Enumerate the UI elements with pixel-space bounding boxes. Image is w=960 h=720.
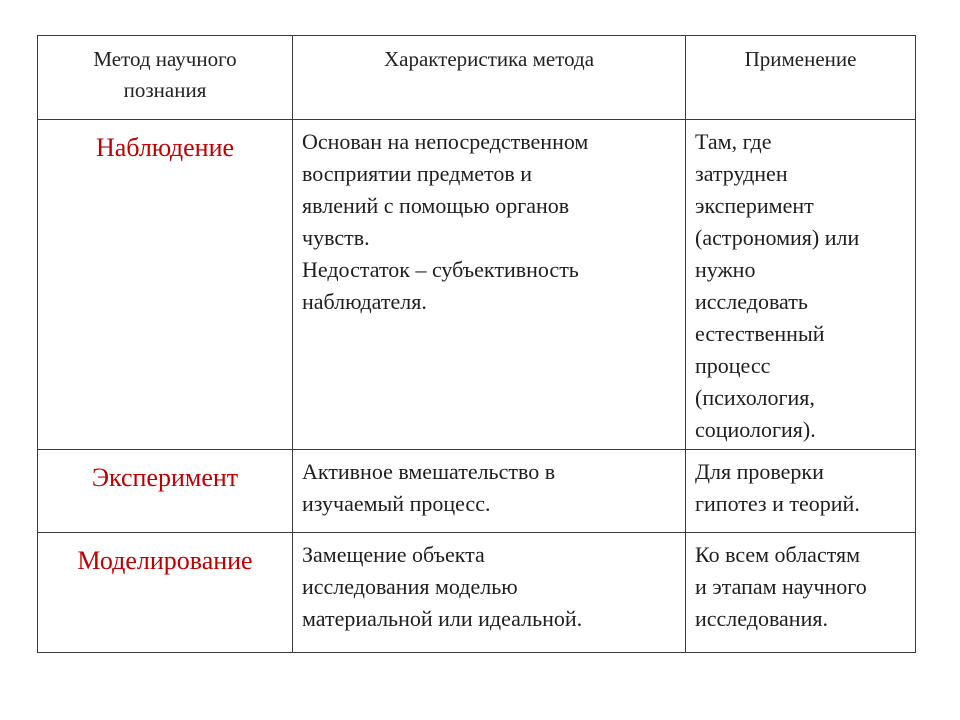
method-cell: [38, 450, 293, 533]
application-cell: [686, 450, 916, 533]
application-cell: [686, 533, 916, 653]
method-application: Там, где затруднен эксперимент (астрономия) или нужно исследовать естественный процесс (психология, социология).: [695, 129, 860, 442]
description-cell: [293, 450, 686, 533]
header-characteristic-label: Характеристика метода: [383, 47, 595, 71]
method-description: Основан на непосредственном восприятии предметов и явлений с помощью органов чувств. Недостаток – субъективность наблюдателя.: [302, 129, 589, 314]
table-header-row: [38, 36, 916, 120]
header-application-label: Применение: [744, 47, 857, 71]
method-description: Замещение объекта исследования моделью материальной или идеальной.: [302, 542, 583, 631]
table-row: [38, 450, 916, 533]
header-cell-characteristic: [293, 36, 686, 120]
method-application: Для проверки гипотез и теорий.: [695, 459, 860, 516]
method-description: Активное вмешательство в изучаемый процесс.: [302, 459, 556, 516]
application-cell: [686, 120, 916, 450]
method-name-observation: Наблюдение: [95, 133, 235, 162]
table-row: [38, 120, 916, 450]
description-cell: [293, 120, 686, 450]
description-cell: [293, 533, 686, 653]
header-method-label: Метод научного познания: [93, 47, 237, 102]
method-cell: [38, 120, 293, 450]
header-cell-method: [38, 36, 293, 120]
method-application: Ко всем областям и этапам научного исследования.: [695, 542, 867, 631]
method-cell: [38, 533, 293, 653]
method-name-modeling: Моделирование: [77, 546, 253, 575]
table-row: [38, 533, 916, 653]
method-name-experiment: Эксперимент: [91, 463, 239, 492]
header-cell-application: [686, 36, 916, 120]
methods-table: [37, 35, 916, 653]
